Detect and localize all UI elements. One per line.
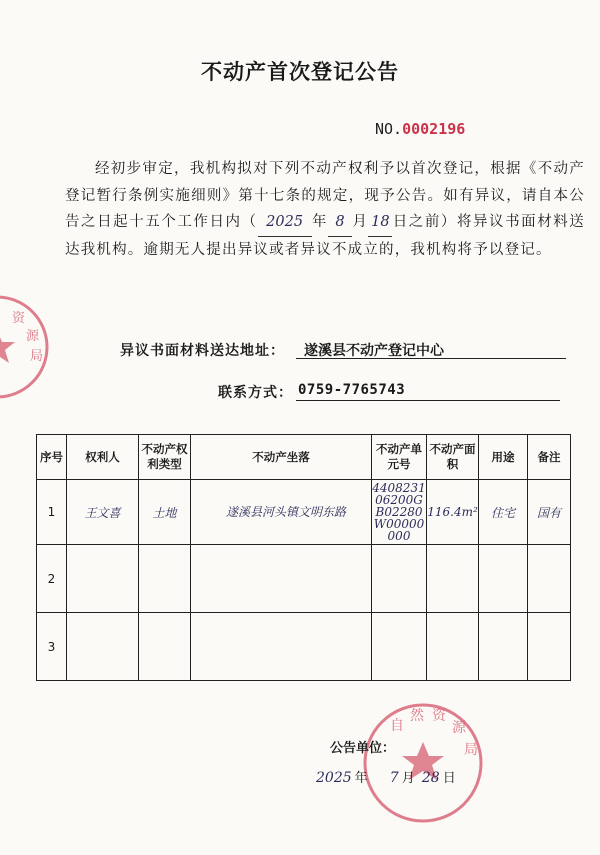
cell-remark: 国有: [528, 480, 571, 545]
date-month: 7: [389, 770, 399, 786]
table-row: [37, 480, 571, 545]
header-right-type: 不动产权利类型: [139, 435, 191, 480]
body-part2: 日之前）将异议书面材料送达我机构。逾期无人提出异议或者异议不成立的，我机构将予以登记。: [65, 214, 585, 258]
cell-no: 1: [37, 480, 67, 545]
official-seal-left: [0, 292, 52, 402]
cell-area: 116.4m²: [427, 480, 479, 545]
cell-use: [479, 545, 528, 613]
svg-text:然: 然: [410, 708, 424, 724]
announcement-body: [65, 156, 585, 263]
month-char: 月: [352, 214, 369, 230]
date-month-char: 月: [401, 771, 415, 786]
svg-text:自: 自: [390, 718, 404, 734]
date-year-char: 年: [354, 771, 368, 786]
cell-area: [427, 545, 479, 613]
cell-unit-no: [372, 613, 427, 681]
cell-remark: [528, 613, 571, 681]
svg-text:源: 源: [26, 329, 40, 344]
cell-holder: 王文喜: [67, 480, 139, 545]
cell-no: 2: [37, 545, 67, 613]
cell-location: [191, 613, 372, 681]
contact-value: 0759-7765743: [296, 382, 560, 401]
date-day: 28: [421, 770, 440, 786]
cell-location: 遂溪县河头镇文明东路: [191, 480, 372, 545]
svg-text:资: 资: [432, 708, 446, 724]
official-seal-right: [360, 700, 486, 826]
cell-right-type: 土地: [139, 480, 191, 545]
body-part1: 经初步审定，我机构拟对下列不动产权利予以首次登记，根据《不动产登记暂行条例实施细则》第十七条的规定，现予公告。如有异议，请自本公告之日起十五个工作日内（: [65, 161, 585, 230]
header-remark: 备注: [528, 435, 571, 480]
cell-unit-no: [372, 545, 427, 613]
date-day-char: 日: [442, 771, 456, 786]
cell-use: [479, 613, 528, 681]
svg-text:源: 源: [452, 720, 466, 736]
cell-holder: [67, 545, 139, 613]
svg-text:资: 资: [12, 311, 26, 326]
signature-label: 公告单位：: [330, 741, 396, 756]
serial-digits: 0002196: [402, 120, 466, 138]
table-header-row: [37, 435, 571, 480]
contact-label: 联系方式：: [218, 385, 293, 401]
deadline-month: 8: [328, 209, 352, 237]
cell-no: 3: [37, 613, 67, 681]
header-holder: 权利人: [67, 435, 139, 480]
serial-number: [375, 120, 465, 138]
table-row: [37, 545, 571, 613]
cell-right-type: [139, 545, 191, 613]
header-use: 用途: [479, 435, 528, 480]
cell-holder: [67, 613, 139, 681]
table-row: [37, 613, 571, 681]
header-area: 不动产面积: [427, 435, 479, 480]
objection-address-label: 异议书面材料送达地址：: [120, 343, 285, 359]
deadline-year: 2025: [258, 209, 312, 237]
cell-location: [191, 545, 372, 613]
objection-address-value: 遂溪县不动产登记中心: [296, 340, 566, 359]
cell-right-type: [139, 613, 191, 681]
header-no: 序号: [37, 435, 67, 480]
cell-remark: [528, 545, 571, 613]
cell-unit-no: 440823106200GB02280W00000000: [372, 481, 426, 543]
serial-prefix: NO.: [375, 120, 403, 138]
header-location: 不动产坐落: [191, 435, 372, 480]
year-char: 年: [311, 214, 328, 230]
svg-text:局: 局: [464, 742, 478, 758]
svg-text:局: 局: [30, 349, 44, 364]
cell-use: 住宅: [479, 480, 528, 545]
page-title: 不动产首次登记公告: [201, 60, 399, 84]
header-unit-no: 不动产单元号: [372, 435, 427, 480]
cell-area: [427, 613, 479, 681]
registration-table: [36, 434, 571, 681]
deadline-day: 18: [368, 209, 392, 237]
date-year: 2025: [316, 770, 352, 786]
announcement-date: [313, 767, 456, 786]
